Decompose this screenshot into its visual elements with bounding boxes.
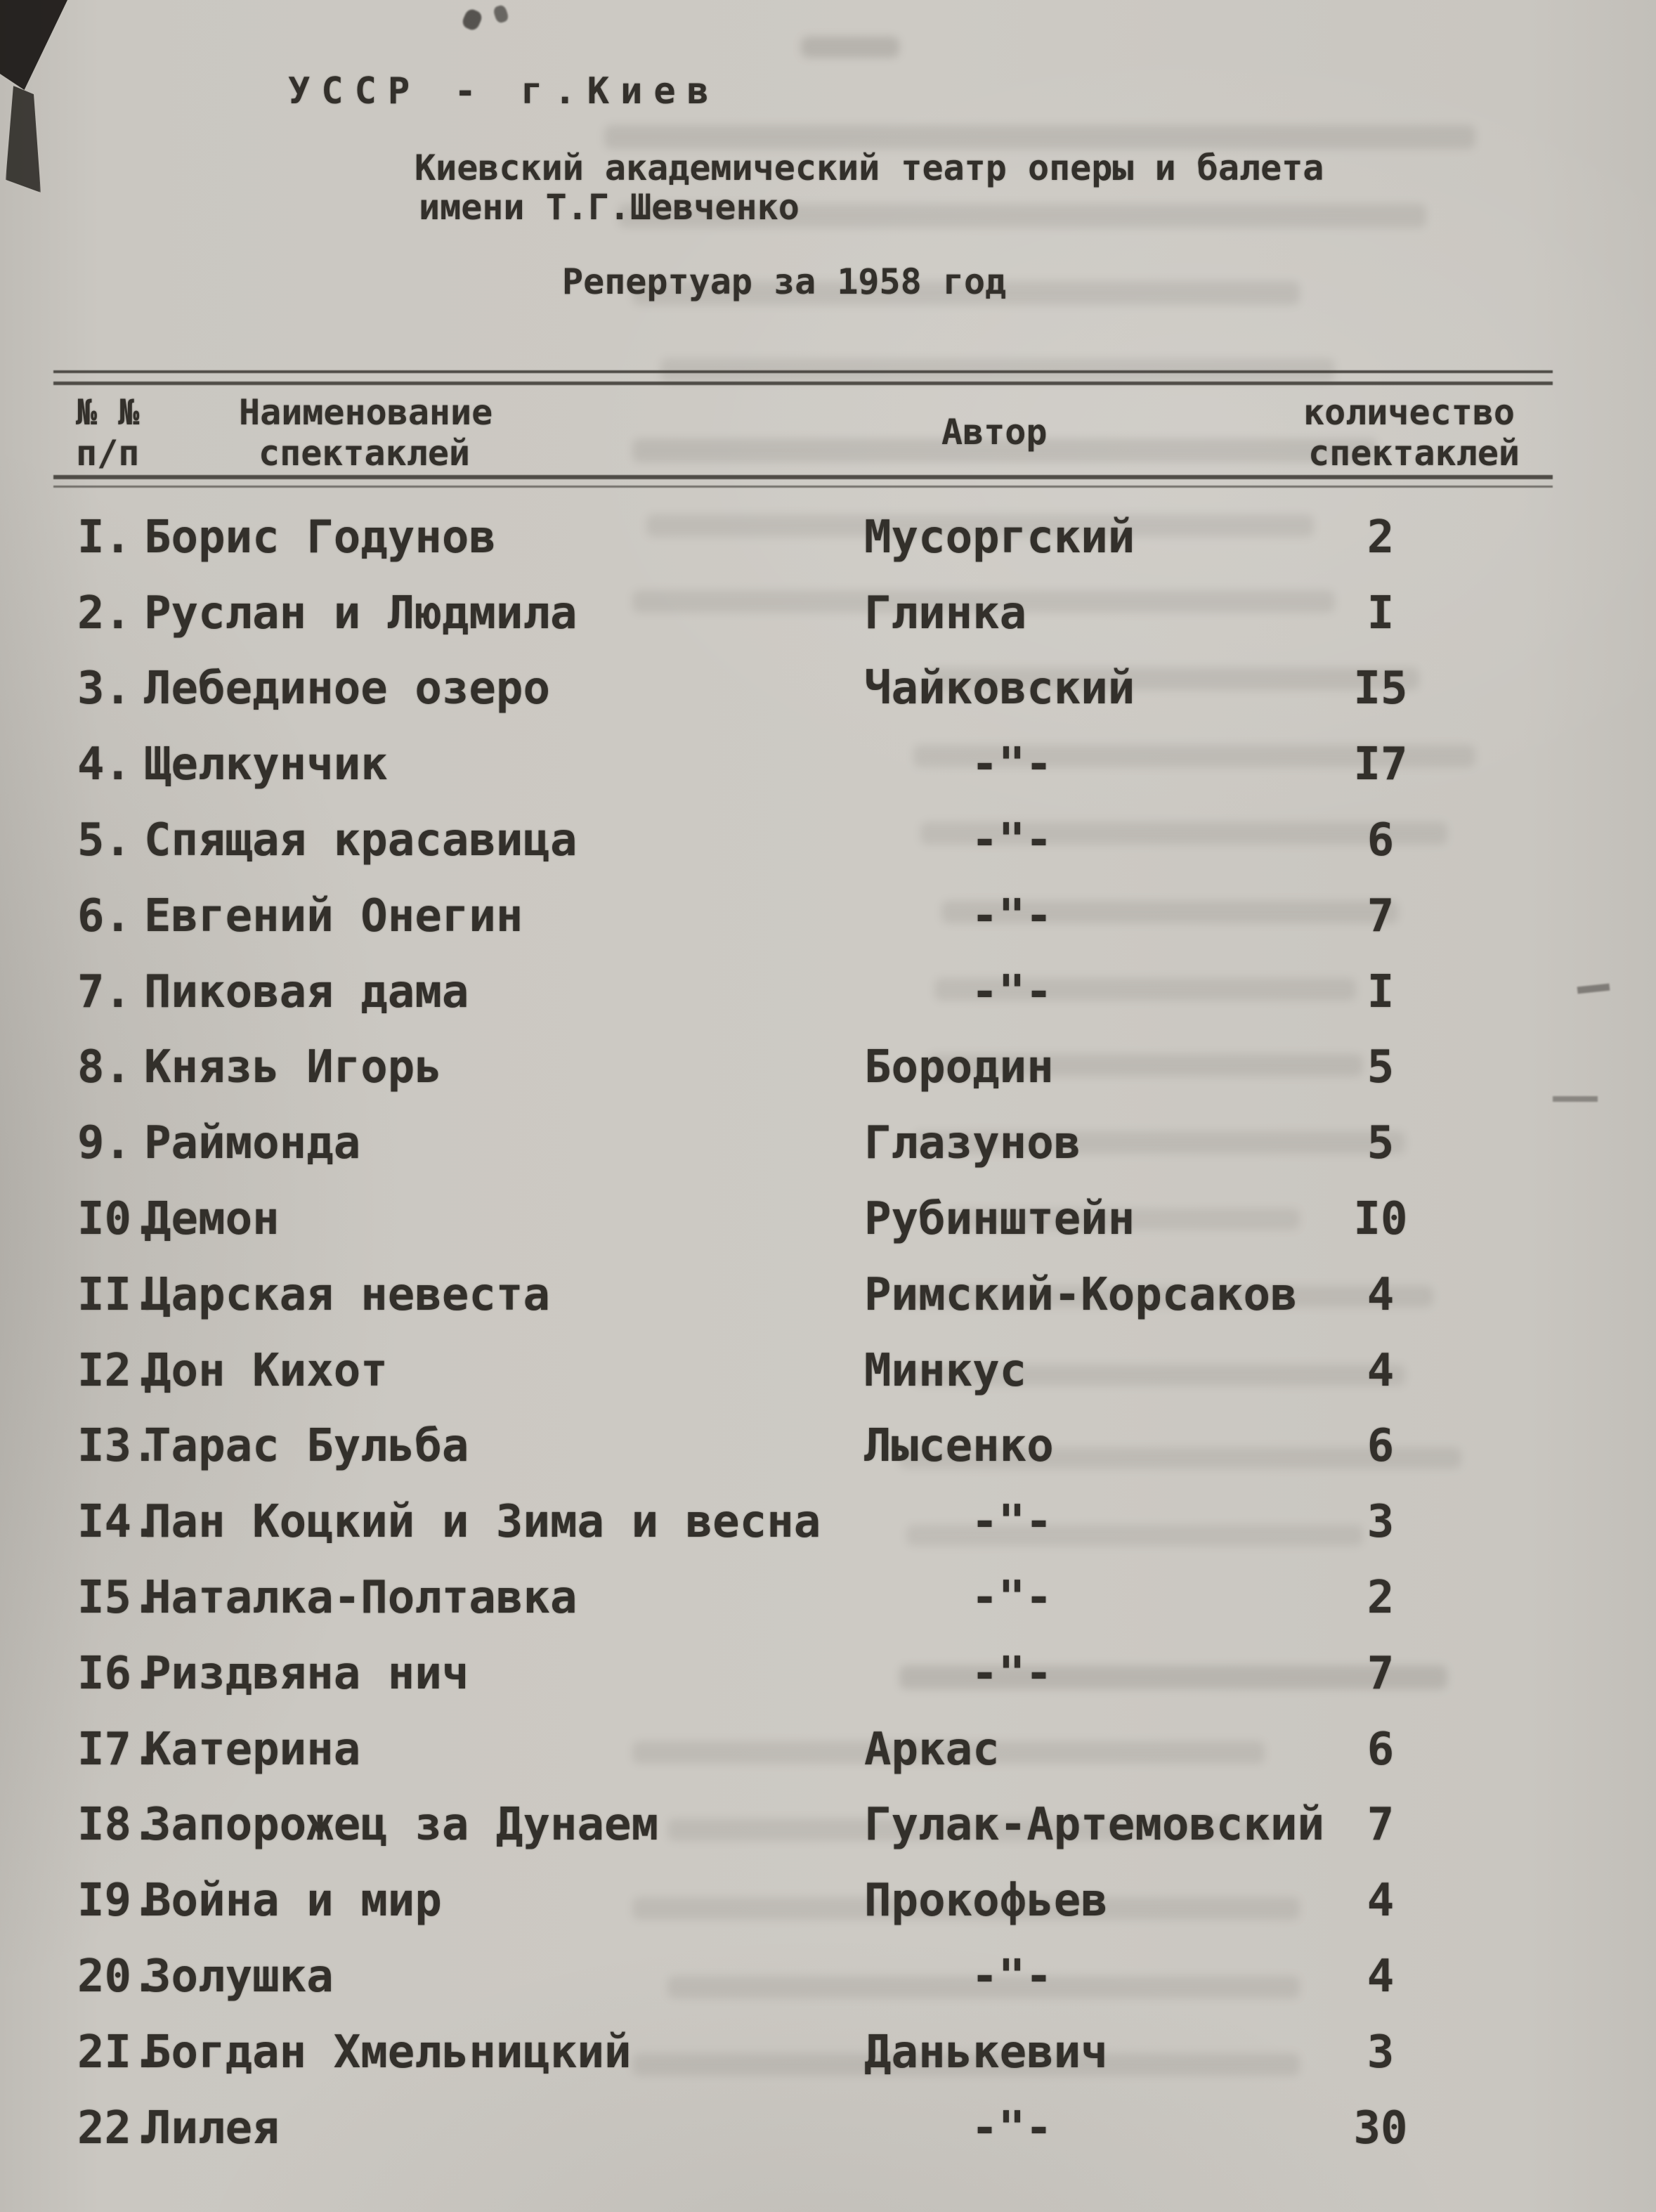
table-row [0, 1257, 1656, 1333]
row-number: 4. [77, 739, 132, 791]
performance-count: 6 [1367, 1420, 1395, 1473]
table-top-rule-1 [53, 370, 1553, 373]
row-number: 20. [77, 1951, 159, 2003]
scan-artifact-top-mark-2 [493, 4, 510, 24]
row-number: 22. [77, 2102, 159, 2154]
row-number: 7. [77, 965, 132, 1018]
row-number: I0. [77, 1193, 159, 1246]
table-row [0, 2090, 1656, 2166]
performance-title: Золушка [144, 1951, 334, 2003]
row-number: I7. [77, 1723, 159, 1776]
table-row [0, 1712, 1656, 1788]
author-name: Глинка [864, 587, 1027, 639]
author-name: Аркас [864, 1723, 1000, 1776]
column-header-name-line1: Наименование [239, 392, 493, 433]
scan-artifact-corner-top [0, 0, 67, 90]
table-row [0, 1484, 1656, 1560]
table-row [0, 1560, 1656, 1636]
author-name: Лысенко [864, 1420, 1054, 1473]
table-row [0, 878, 1656, 954]
performance-count: I [1367, 965, 1395, 1018]
row-number: 6. [77, 890, 132, 942]
performance-title: Спящая красавица [144, 814, 578, 867]
performance-count: 4 [1367, 1268, 1395, 1321]
table-top-rule-2 [53, 382, 1553, 385]
table-header-rule-2 [53, 486, 1553, 488]
author-name: -"- [971, 965, 1052, 1018]
performance-count: 6 [1367, 814, 1395, 867]
table-row [0, 1939, 1656, 2015]
performance-count: 2 [1367, 511, 1395, 564]
author-name: -"- [971, 2102, 1052, 2154]
author-name: Бородин [864, 1041, 1054, 1094]
performance-count: 6 [1367, 1723, 1395, 1776]
column-header-count-line1: количество [1303, 392, 1515, 433]
performance-count: 5 [1367, 1117, 1395, 1170]
table-row [0, 802, 1656, 878]
author-name: Мусоргский [864, 511, 1135, 564]
author-name: Гулак-Артемовский [864, 1799, 1325, 1852]
author-name: -"- [971, 1951, 1052, 2003]
author-name: Римский-Корсаков [864, 1268, 1298, 1321]
author-name: Данькевич [864, 2026, 1108, 2078]
table-row [0, 1409, 1656, 1485]
performance-title: Борис Годунов [144, 511, 496, 564]
author-name: Глазунов [864, 1117, 1081, 1170]
table-row [0, 651, 1656, 727]
performance-count: 7 [1367, 890, 1395, 942]
region-heading: УССР - г.Киев [288, 70, 720, 112]
scan-artifact-top-mark-1 [460, 7, 483, 32]
performance-title: Пан Коцкий и Зима и весна [144, 1496, 821, 1549]
row-number: 8. [77, 1041, 132, 1094]
performance-title: Война и мир [144, 1875, 442, 1927]
document-subtitle: Репертуар за 1958 год [562, 261, 1007, 302]
row-number: 2I. [77, 2026, 159, 2078]
author-name: -"- [971, 1647, 1052, 1700]
row-number: 2. [77, 587, 132, 639]
performance-title: Щелкунчик [144, 739, 388, 791]
row-number: I5. [77, 1572, 159, 1625]
performance-count: 30 [1353, 2102, 1408, 2154]
performance-count: 4 [1367, 1344, 1395, 1397]
performance-title: Риздвяна нич [144, 1647, 469, 1700]
performance-count: 5 [1367, 1041, 1395, 1094]
performance-title: Раймонда [144, 1117, 361, 1170]
author-name: Чайковский [864, 663, 1135, 715]
performance-count: 4 [1367, 1875, 1395, 1927]
author-name: -"- [971, 814, 1052, 867]
performance-count: 3 [1367, 1496, 1395, 1549]
performance-count: 7 [1367, 1647, 1395, 1700]
performance-title: Дон Кихот [144, 1344, 388, 1397]
column-header-number-line2: п/п [76, 433, 140, 474]
row-number: I6. [77, 1647, 159, 1700]
author-name: Минкус [864, 1344, 1027, 1397]
bleed-through-smudge [801, 37, 899, 58]
row-number: II. [77, 1268, 159, 1321]
table-row [0, 727, 1656, 802]
performance-title: Тарас Бульба [144, 1420, 469, 1473]
performance-title: Демон [144, 1193, 280, 1246]
author-name: -"- [971, 1572, 1052, 1625]
author-name: -"- [971, 1496, 1052, 1549]
table-row [0, 500, 1656, 575]
author-name: Прокофьев [864, 1875, 1108, 1927]
performance-title: Пиковая дама [144, 965, 469, 1018]
performance-count: I7 [1353, 739, 1408, 791]
table-row [0, 1863, 1656, 1939]
column-header-count-line2: спектаклей [1308, 433, 1520, 474]
performance-title: Запорожец за Дунаем [144, 1799, 659, 1852]
performance-count: 3 [1367, 2026, 1395, 2078]
performance-title: Наталка-Полтавка [144, 1572, 578, 1625]
table-body [0, 500, 1656, 2166]
author-name: Рубинштейн [864, 1193, 1135, 1246]
row-number: 3. [77, 663, 132, 715]
performance-count: I5 [1353, 663, 1408, 715]
table-row [0, 1105, 1656, 1181]
row-number: 9. [77, 1117, 132, 1170]
author-name: -"- [971, 739, 1052, 791]
row-number: I4. [77, 1496, 159, 1549]
performance-title: Евгений Онегин [144, 890, 523, 942]
performance-title: Князь Игорь [144, 1041, 442, 1094]
table-row [0, 1333, 1656, 1409]
performance-count: 2 [1367, 1572, 1395, 1625]
row-number: 5. [77, 814, 132, 867]
table-row [0, 1788, 1656, 1863]
row-number: I2. [77, 1344, 159, 1397]
scan-artifact-corner-lower [6, 86, 41, 193]
performance-count: 4 [1367, 1951, 1395, 2003]
column-header-author: Автор [941, 412, 1048, 453]
table-row [0, 1030, 1656, 1106]
row-number: I. [77, 511, 132, 564]
performance-count: 7 [1367, 1799, 1395, 1852]
performance-title: Катерина [144, 1723, 361, 1776]
document-title-line2: имени Т.Г.Шевченко [419, 187, 800, 228]
row-number: I8. [77, 1799, 159, 1852]
document-title-line1: Киевский академический театр оперы и балета [415, 148, 1324, 188]
table-row [0, 575, 1656, 651]
performance-title: Лебединое озеро [144, 663, 550, 715]
performance-count: I0 [1353, 1193, 1408, 1246]
author-name: -"- [971, 890, 1052, 942]
column-header-name-line2: спектаклей [259, 433, 471, 474]
performance-title: Руслан и Людмила [144, 587, 578, 639]
table-row [0, 954, 1656, 1030]
bleed-through-smudge [604, 125, 1475, 149]
row-number: I3. [77, 1420, 159, 1473]
column-header-number-line1: № № [76, 392, 140, 433]
table-header-rule-1 [53, 475, 1553, 479]
table-row [0, 1181, 1656, 1257]
performance-title: Лилея [144, 2102, 280, 2154]
row-number: I9. [77, 1875, 159, 1927]
table-row [0, 1636, 1656, 1712]
performance-title: Богдан Хмельницкий [144, 2026, 632, 2078]
performance-count: I [1367, 587, 1395, 639]
table-row [0, 2015, 1656, 2090]
performance-title: Царская невеста [144, 1268, 550, 1321]
